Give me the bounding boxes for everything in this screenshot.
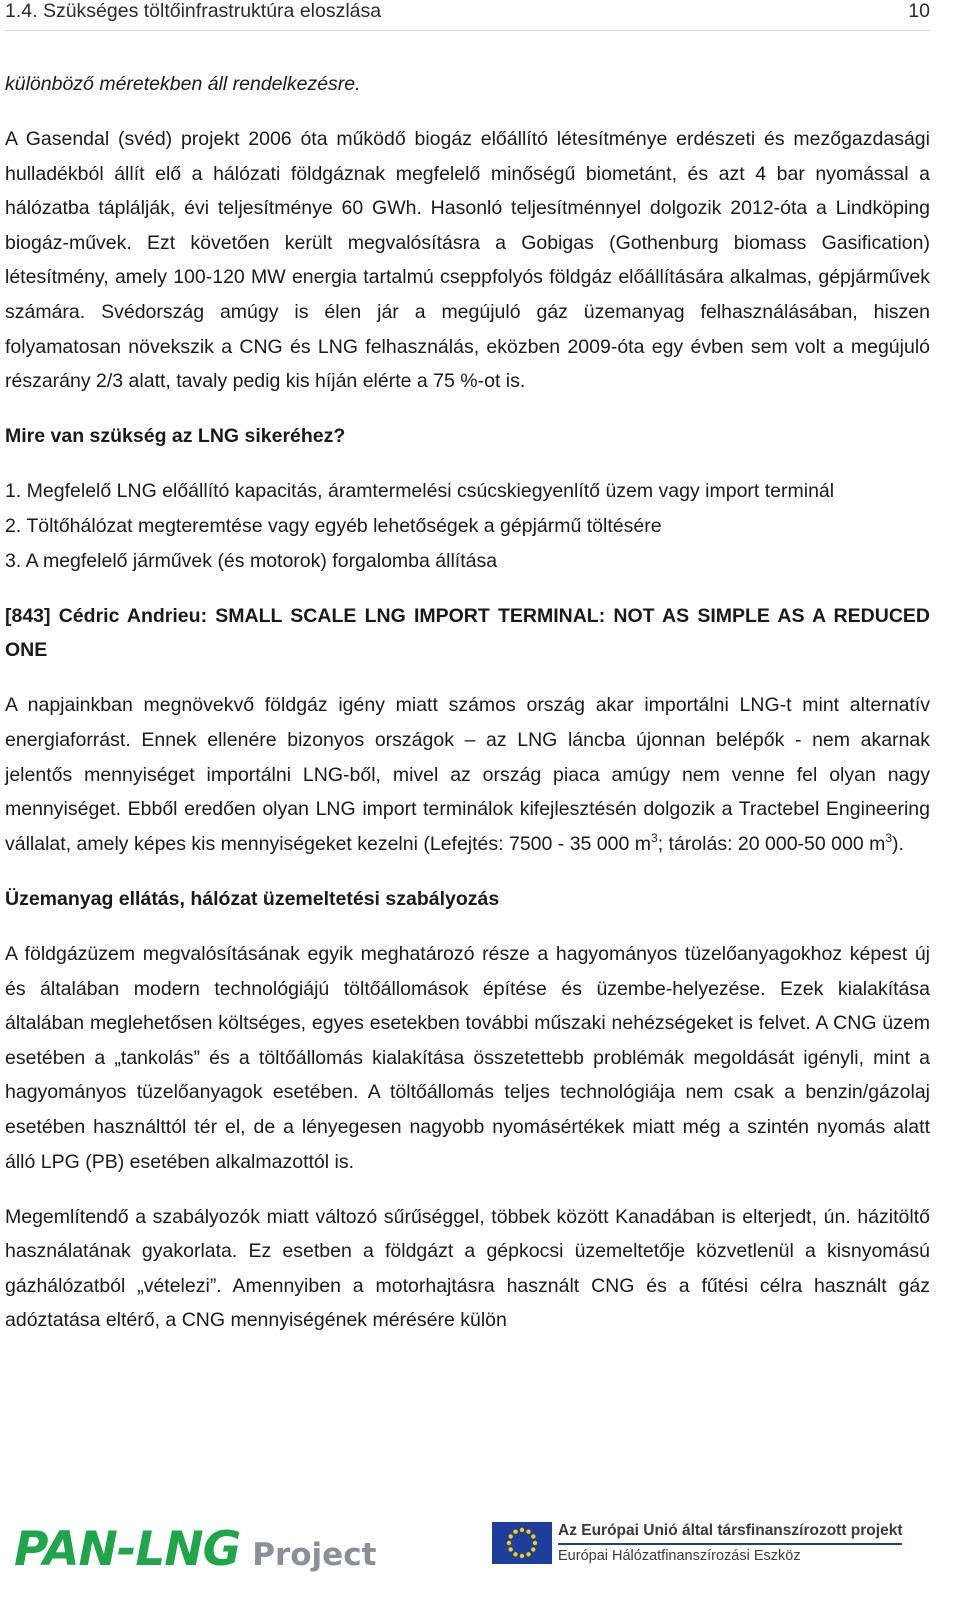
paragraph-text: ). <box>892 832 904 855</box>
page-number: 10 <box>908 0 930 22</box>
logo-lng: LNG <box>135 1522 241 1577</box>
list-item: 1. Megfelelő LNG előállító kapacitás, áramtermelési csúcskiegyenlítő üzem vagy import terminál <box>5 480 835 503</box>
section-title: 1.4. Szükséges töltőinfrastruktúra eloszlása <box>5 0 382 22</box>
paragraph-home-refueling: Megemlítendő a szabályozók miatt változó sűrűséggel, többek között Kanadában is elterjedt, ún. házitöltő használatának gyakorlata. Ez esetben a földgázt a gépkocsi üzemeltetője közvetlenül a kisnyomású gázhálózatból „vételezi”. Amennyiben a motorhajtásra használt CNG és a fűtési célra használt gáz adóztatása eltérő, a CNG mennyiségének mérésére külön <box>5 1205 930 1332</box>
superscript: 3 <box>885 830 893 845</box>
paragraph-text: ; tárolás: 20 000-50 000 m <box>657 832 886 855</box>
running-header <box>5 0 930 31</box>
reference-title: [843] Cédric Andrieu: SMALL SCALE LNG IMPORT TERMINAL: NOT AS SIMPLE AS A REDUCED ONE <box>5 604 930 662</box>
eu-text-block <box>558 1522 902 1564</box>
eu-cofunded-text: Az Európai Unió által társfinanszírozott projekt <box>558 1522 902 1545</box>
eu-cofunding-logo <box>492 1522 902 1564</box>
cef-text: Európai Hálózatfinanszírozási Eszköz <box>558 1548 801 1564</box>
eu-flag-icon <box>492 1522 552 1564</box>
superscript: 3 <box>651 830 658 845</box>
logo-pan: PAN- <box>14 1522 136 1577</box>
lead-italic-text: különböző méretekben áll rendelkezésre. <box>5 73 361 95</box>
logo-wordmark <box>14 1522 240 1577</box>
requirements-list <box>5 474 930 578</box>
paragraph-station: A földgázüzem megvalósításának egyik meghatározó része a hagyományos tüzelőanyagokhoz képest új és általában modern technológiájú töltőállomások építése és üzembe-helyezése. Ezek kialakítása általában meglehetősen költséges, egyes esetekben további műszaki nehézségeket is felvet. A CNG üzem esetében a „tankolás” és a töltőállomás kialakítása összetettebb problémák megoldását igényli, mint a hagyományos tüzelőanyagok esetében. A töltőállomás teljes technológiája nem csak a benzin/gázolaj esetében használttól tér el, de a lényegesen nagyobb nyomásértékek miatt még a szintén nyomás alatt álló LPG (PB) esetében alkalmazottól is. <box>5 942 930 1173</box>
pan-lng-logo <box>14 1522 376 1577</box>
paragraph-text: A napjainkban megnövekvő földgáz igény miatt számos ország akar importálni LNG-t mint alternatív energiaforrást. Ennek ellenére bizonyos országok – az LNG láncba újonnan belépők - nem akarnak jelentős mennyiséget importálni LNG-ből, mivel az ország piaca amúgy nem venne fel olyan nagy mennyiséget. Ebből eredően olyan LNG import terminálok kifejlesztésén dolgozik a Tractebel Engineering vállalat, amely képes kis mennyiségeket kezelni (Lefejtés: 7500 - 35 000 m <box>5 694 930 855</box>
list-item: 3. A megfelelő járművek (és motorok) forgalomba állítása <box>5 549 498 572</box>
heading-lng-success: Mire van szükség az LNG sikeréhez? <box>5 425 346 448</box>
eu-stars-icon <box>492 1522 552 1564</box>
list-item: 2. Töltőhálózat megteremtése vagy egyéb lehetőségek a gépjármű töltésére <box>5 515 662 538</box>
logo-project: Project <box>252 1537 377 1573</box>
page-footer <box>0 1510 960 1614</box>
document-page <box>5 0 930 1359</box>
heading-fuel-supply: Üzemanyag ellátás, hálózat üzemeltetési szabályozás <box>5 887 500 910</box>
paragraph-import-terminal <box>5 688 930 861</box>
document-body <box>5 67 930 1338</box>
paragraph-gasendal: A Gasendal (svéd) projekt 2006 óta működő biogáz előállító létesítménye erdészeti és mezőgazdasági hulladékból állít elő a hálózati földgáznak megfelelő minőségű biometánt, és azt 4 bar nyomással a hálózatba táplálják, évi teljesítménye 60 GWh. Hasonló teljesítménnyel dolgozik 2012-óta a Lindköping biogáz-művek. Ezt követően került megvalósításra a Gobigas (Gothenburg biomass Gasification) létesítmény, amely 100-120 MW energia tartalmú cseppfolyós földgáz előállítására alkalmas, gépjárművek számára. Svédország amúgy is élen jár a megújuló gáz üzemanyag felhasználásában, hiszen folyamatosan növekszik a CNG és LNG felhasználás, eközben 2009-óta egy évben sem volt a megújuló részarány 2/3 alatt, tavaly pedig kis híján elérte a 75 %-ot is. <box>5 128 930 393</box>
